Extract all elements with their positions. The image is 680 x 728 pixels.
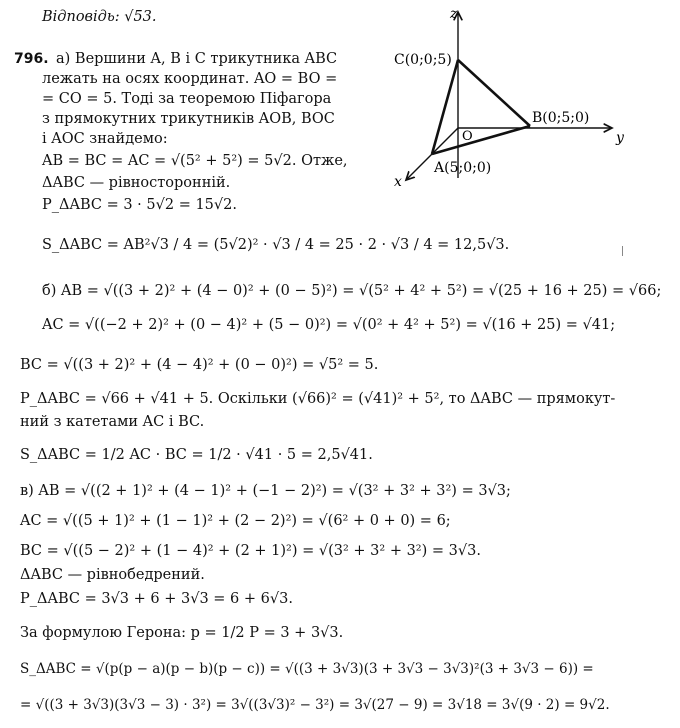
intro-line: з прямокутних трикутників AOB, BOC <box>42 111 335 127</box>
formula-line-b: BC = √((3 + 2)² + (4 − 4)² + (0 − 0)²) = √5² = 5. <box>20 357 379 373</box>
z-label: z <box>450 6 458 22</box>
formula-line-b: AC = √((−2 + 2)² + (0 − 4)² + (5 − 0)²) = √(0² + 4² + 5²) = √(16 + 25) = √41; <box>42 317 616 333</box>
origin-label: O <box>462 129 473 144</box>
formula-line-b: ний з катетами AC і BC. <box>20 414 205 430</box>
formula-line-a: S_ΔABC = AB²√3 / 4 = (5√2)² · √3 / 4 = 25 · 2 · √3 / 4 = 12,5√3. <box>42 237 510 253</box>
intro-line: лежать на осях координат. AO = BO = <box>42 71 338 87</box>
point-a-label: A(5;0;0) <box>434 160 492 176</box>
point-c-label: C(0;0;5) <box>394 52 452 68</box>
formula-line-b: S_ΔABC = 1/2 AC · BC = 1/2 · √41 · 5 = 2,5√41. <box>20 447 373 463</box>
formula-line-a: AB = BC = AC = √(5² + 5²) = 5√2. Отже, <box>42 153 348 169</box>
margin-mark <box>622 246 623 256</box>
formula-line-c: S_ΔABC = √(p(p − a)(p − b)(p − c)) = √((3 + 3√3)(3 + 3√3 − 3√3)²(3 + 3√3 − 6)) = <box>20 661 594 677</box>
intro-line: а) Вершини A, B і C трикутника ABC <box>56 51 338 67</box>
formula-line-c: AC = √((5 + 1)² + (1 − 1)² + (2 − 2)²) = √(6² + 0 + 0) = 6; <box>20 513 451 529</box>
edge-cb <box>458 60 530 126</box>
coordinate-diagram <box>390 0 680 200</box>
formula-line-a: ΔABC — рівносторонній. <box>42 175 231 191</box>
formula-line-c: ΔABC — рівнобедрений. <box>20 567 205 583</box>
formula-line-c: P_ΔABC = 3√3 + 6 + 3√3 = 6 + 6√3. <box>20 591 293 607</box>
formula-line-c: BC = √((5 − 2)² + (1 − 4)² + (2 + 1)²) = √(3² + 3² + 3²) = 3√3. <box>20 543 481 559</box>
answer-line: Відповідь: √53. <box>42 9 157 25</box>
formula-line-c: За формулою Герона: p = 1/2 P = 3 + 3√3. <box>20 625 344 641</box>
y-label: y <box>616 130 624 146</box>
point-b-label: B(0;5;0) <box>532 110 590 126</box>
formula-line-c: = √((3 + 3√3)(3√3 − 3) · 3²) = 3√((3√3)² − 3²) = 3√(27 − 9) = 3√18 = 3√(9 · 2) = 9√2. <box>20 697 610 713</box>
problem-number: 796. <box>14 51 49 67</box>
x-label: x <box>394 174 402 190</box>
formula-line-c: в) AB = √((2 + 1)² + (4 − 1)² + (−1 − 2)²) = √(3² + 3² + 3²) = 3√3; <box>20 483 511 499</box>
intro-line: і AOC знайдемо: <box>42 131 168 147</box>
intro-line: = CO = 5. Тоді за теоремою Піфагора <box>42 91 332 107</box>
formula-line-b: P_ΔABC = √66 + √41 + 5. Оскільки (√66)² = (√41)² + 5², то ΔABC — прямокут- <box>20 391 616 407</box>
formula-line-b: б) AB = √((3 + 2)² + (4 − 0)² + (0 − 5)²) = √(5² + 4² + 5²) = √(25 + 16 + 25) = √66; <box>42 283 662 299</box>
formula-line-a: P_ΔABC = 3 · 5√2 = 15√2. <box>42 197 237 213</box>
edge-ca <box>432 60 458 154</box>
